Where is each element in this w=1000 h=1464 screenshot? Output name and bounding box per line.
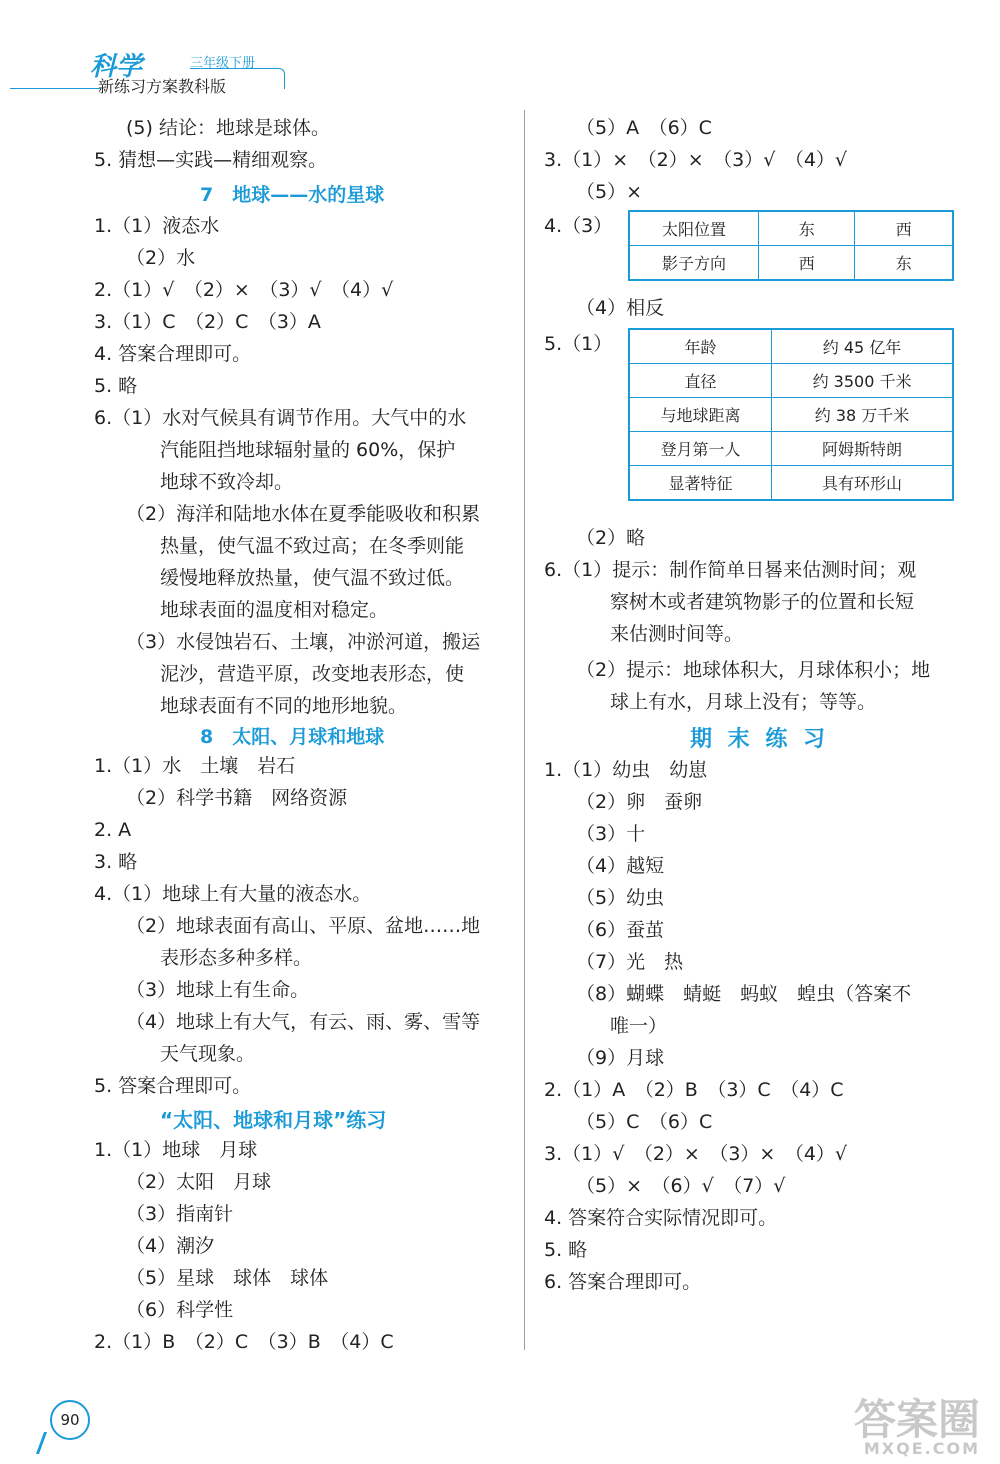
moon-facts-table (628, 328, 954, 501)
table-row (629, 432, 953, 466)
answer-line: 6.（1）水对气候具有调节作用。大气中的水 (94, 407, 467, 429)
answer-line: 地球表面有不同的地形地貌。 (160, 695, 408, 717)
section-title-final: 期 末 练 习 (690, 727, 829, 752)
answer-line: 1.（1）液态水 (94, 215, 220, 237)
answer-line: （8）蝴蝶 蜻蜓 蚂蚁 蝗虫（答案不 (576, 983, 912, 1005)
answer-line: (5) 结论：地球是球体。 (126, 117, 330, 139)
answer-line: 汽能阻挡地球辐射量的 60%，保护 (160, 439, 456, 461)
table-cell: 直径 (629, 364, 772, 398)
answer-line: （3）指南针 (126, 1203, 234, 1225)
answer-line: （5）星球 球体 球体 (126, 1267, 329, 1289)
answer-line: （2）地球表面有高山、平原、盆地……地 (126, 915, 481, 937)
table-cell: 约 3500 千米 (772, 364, 953, 398)
answer-label: 4.（3） (544, 215, 613, 237)
answer-line: 4. 答案符合实际情况即可。 (544, 1207, 778, 1229)
subject-logo: 科学 (90, 52, 143, 82)
book-title: 新练习方案教科版 (98, 77, 227, 96)
answer-line: （5）× (576, 181, 643, 203)
answer-line: 6. 答案合理即可。 (544, 1271, 702, 1293)
answer-line: 3. 略 (94, 851, 138, 873)
table-cell: 具有环形山 (772, 466, 953, 501)
answer-line: 1.（1）幼虫 幼崽 (544, 759, 708, 781)
answer-line: 4. 答案合理即可。 (94, 343, 252, 365)
answer-line: （4）相反 (576, 297, 665, 319)
table-cell: 约 45 亿年 (772, 329, 953, 364)
table-cell: 西 (855, 211, 953, 246)
answer-line: 热量，使气温不致过高；在冬季则能 (160, 535, 465, 557)
answer-line: 2.（1）√ （2）× （3）√ （4）√ (94, 279, 394, 301)
answer-line: 2. A (94, 819, 132, 841)
section-title-8: 8 太阳、月球和地球 (200, 726, 385, 748)
answer-line: （4）潮汐 (126, 1235, 215, 1257)
answer-line: 表形态多种多样。 (160, 947, 313, 969)
answer-line: （3）水侵蚀岩石、土壤，冲淤河道，搬运 (126, 631, 481, 653)
answer-line: 来估测时间等。 (610, 623, 744, 645)
answer-line: 地球不致冷却。 (160, 471, 294, 493)
answer-line: 1.（1）地球 月球 (94, 1139, 258, 1161)
answer-line: 1.（1）水 土壤 岩石 (94, 755, 296, 777)
page-number-tail (36, 1432, 55, 1454)
answer-line: （4）越短 (576, 855, 665, 877)
answer-line: （5）幼虫 (576, 887, 665, 909)
answer-line: （2）略 (576, 527, 646, 549)
answer-line: 2.（1）A （2）B （3）C （4）C (544, 1079, 844, 1101)
watermark (800, 1395, 980, 1460)
answer-line: 3.（1）C （2）C （3）A (94, 311, 321, 333)
answer-line: （2）海洋和陆地水体在夏季能吸收和积累 (126, 503, 481, 525)
answer-line: （2）科学书籍 网络资源 (126, 787, 348, 809)
table-row (629, 398, 953, 432)
answer-line: 3.（1）× （2）× （3）√ （4）√ (544, 149, 848, 171)
answer-line: 地球表面的温度相对稳定。 (160, 599, 389, 621)
answer-line: （6）蚕茧 (576, 919, 665, 941)
table-cell: 阿姆斯特朗 (772, 432, 953, 466)
answer-line: 缓慢地释放热量，使气温不致过低。 (160, 567, 465, 589)
table-cell: 与地球距离 (629, 398, 772, 432)
answer-line: 3.（1）√ （2）× （3）× （4）√ (544, 1143, 848, 1165)
answer-line: 5. 猜想—实践—精细观察。 (94, 149, 328, 171)
answer-line: （4）地球上有大气，有云、雨、雾、雪等 (126, 1011, 481, 1033)
answer-line: 泥沙，营造平原，改变地表形态，使 (160, 663, 465, 685)
table-row (629, 246, 953, 281)
page-number: 90 (50, 1400, 90, 1440)
answer-line: 4.（1）地球上有大量的液态水。 (94, 883, 372, 905)
table-cell: 西 (759, 246, 855, 281)
watermark-logo: 答案圈 (853, 1395, 980, 1444)
grade-label: 三年级下册 (190, 56, 256, 71)
answer-line: （7）光 热 (576, 951, 684, 973)
header-rule-left (10, 88, 100, 89)
answer-line: 5. 略 (544, 1239, 588, 1261)
table-cell: 影子方向 (629, 246, 759, 281)
table-row (629, 364, 953, 398)
table-cell: 约 38 万千米 (772, 398, 953, 432)
answer-line: （3）十 (576, 823, 646, 845)
table-row (629, 466, 953, 501)
answer-line: （5）× （6）√ （7）√ (576, 1175, 786, 1197)
table-row (629, 211, 953, 246)
answer-line: 5. 略 (94, 375, 138, 397)
watermark-url: MXQE.COM (863, 1439, 980, 1458)
table-cell: 太阳位置 (629, 211, 759, 246)
answer-line: （2）卵 蚕卵 (576, 791, 703, 813)
section-title-exercise: “太阳、地球和月球”练习 (160, 1108, 387, 1132)
answer-line: 5. 答案合理即可。 (94, 1075, 252, 1097)
answer-label: 5.（1） (544, 333, 613, 355)
answer-line: 唯一） (610, 1015, 668, 1037)
table-cell: 登月第一人 (629, 432, 772, 466)
answer-line: （2）水 (126, 247, 196, 269)
table-cell: 东 (855, 246, 953, 281)
answer-line: 察树木或者建筑物影子的位置和长短 (610, 591, 915, 613)
section-title-7: 7 地球——水的星球 (200, 184, 385, 206)
answer-line: （2）提示：地球体积大，月球体积小；地 (576, 659, 931, 681)
table-cell: 显著特征 (629, 466, 772, 501)
answer-line: 天气现象。 (160, 1043, 256, 1065)
book-header (10, 40, 300, 100)
table-cell: 东 (759, 211, 855, 246)
table-cell: 年龄 (629, 329, 772, 364)
answer-line: 6.（1）提示：制作简单日晷来估测时间；观 (544, 559, 917, 581)
sun-shadow-table (628, 210, 954, 281)
answer-line: （2）太阳 月球 (126, 1171, 272, 1193)
answer-line: （5）C （6）C (576, 1111, 713, 1133)
answer-line: （3）地球上有生命。 (126, 979, 310, 1001)
answer-line: 2.（1）B （2）C （3）B （4）C (94, 1331, 394, 1353)
column-divider (524, 110, 525, 1350)
answer-line: 球上有水，月球上没有；等等。 (610, 691, 877, 713)
table-row (629, 329, 953, 364)
answer-line: （5）A （6）C (576, 117, 712, 139)
answer-line: （6）科学性 (126, 1299, 234, 1321)
answer-line: （9）月球 (576, 1047, 665, 1069)
